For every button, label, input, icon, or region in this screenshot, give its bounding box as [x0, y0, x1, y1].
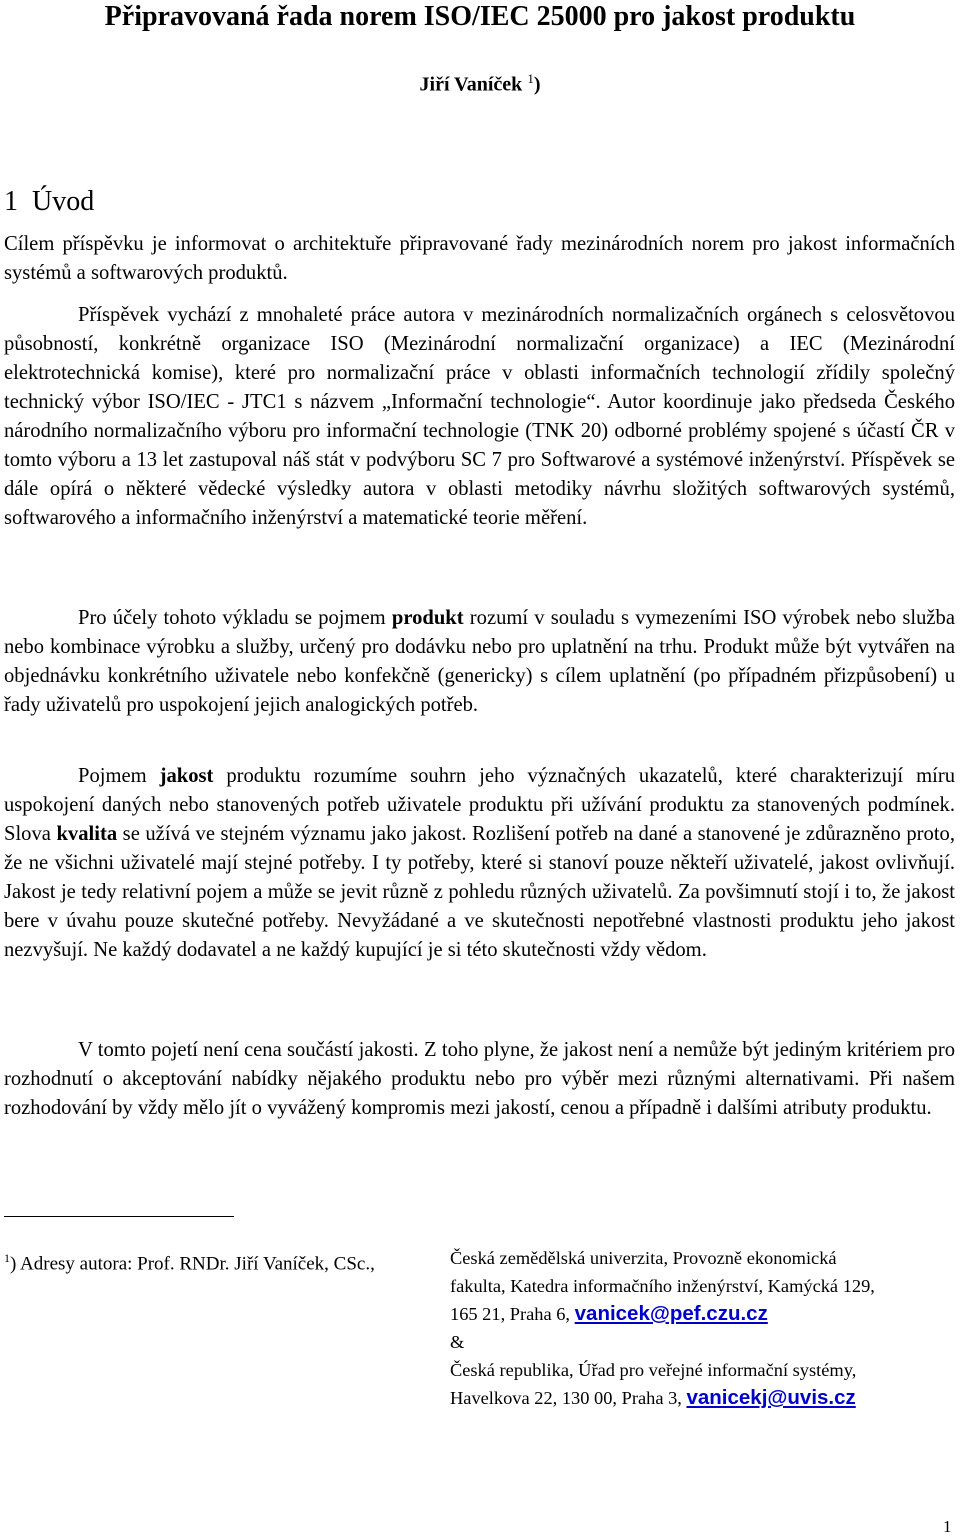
email-link-uvis[interactable]: vanicekj@uvis.cz	[686, 1386, 856, 1409]
section-number: 1	[4, 186, 18, 217]
footnote-author-address: ) Adresy autora: Prof. RNDr. Jiří Vaníček, CSc.,	[10, 1253, 375, 1275]
author-name: Jiří Vaníček	[419, 73, 523, 96]
section-title: Úvod	[32, 186, 95, 217]
paragraph-quality-post: se užívá ve stejném významu jako jakost. Rozlišení potřeb na dané a stanovené je zdůrazněno proto, že ne všichni uživatelé mají stejné potřeby. I ty potřeby, které si stanoví pouze někteří uživatelé, jakost ovlivňují. Jakost je tedy relativní pojem a může se jevit různě z pohledu různých uživatelů. Za povšimnutí stojí i to, že jakost bere v úvahu pouze skutečné potřeby. Nevyžádané a ve skutečnosti nepotřebné vlastnosti produktu jeho jakost nezvyšují. Ne každý dodavatel a ne každý kupující je si této skutečnosti vždy vědom.	[4, 823, 956, 961]
affiliation-ampersand: &	[450, 1332, 465, 1352]
term-produkt: produkt	[391, 607, 464, 629]
email-link-czu[interactable]: vanicek@pef.czu.cz	[574, 1302, 768, 1325]
paragraph-price: V tomto pojetí není cena součástí jakosti. Z toho plyne, že jakost není a nemůže být jediným kritériem pro rozhodnutí o akceptování nabídky nějakého produktu nebo pro výběr mezi různými alternativami. Při našem rozhodování by vždy mělo jít o vyvážený kompromis mezi jakostí, cenou a případně i dalšími atributy produktu.	[4, 1039, 955, 1119]
section-heading	[4, 182, 94, 222]
affiliation1-line2: fakulta, Katedra informačního inženýrství, Kamýcká 129,	[450, 1276, 875, 1296]
affiliation1-line3	[450, 1300, 956, 1328]
footnote-divider	[4, 1216, 234, 1217]
affiliation2-address: Havelkova 22, 130 00, Praha 3,	[450, 1388, 687, 1408]
paragraph-product-pre: Pro účely tohoto výkladu se pojmem	[78, 607, 392, 629]
affiliation1-address: 165 21, Praha 6,	[450, 1304, 575, 1324]
page-title: Připravovaná řada norem ISO/IEC 25000 pro jakost produktu	[104, 1, 856, 32]
affiliation2-line2	[450, 1384, 956, 1412]
paragraph-background: Příspěvek vychází z mnohaleté práce autora v mezinárodních normalizačních orgánech s celosvětovou působností, konkrétně organizace ISO (Mezinárodní normalizační organizace) a IEC (Mezinárodní elektrotechnická komise), které pro normalizační práce v oblasti informačních technologií zřídily společný technický výbor ISO/IEC - JTC1 s názvem „Informační technologie“. Autor koordinuje jako předseda Českého národního normalizačního výboru pro informační technologie (TNK 20) odborné problémy spojené s účastí ČR v tomto výboru a 13 let zastupoval náš stát v podvýboru SC 7 pro Softwarové a systémové inženýrství. Příspěvek se dále opírá o některé vědecké výsledky autora v oblasti metodiky návrhu složitých softwarových systémů, softwarového a informačního inženýrství a matematické teorie měření.	[4, 304, 955, 529]
author-line	[0, 64, 960, 100]
page-number: 1	[943, 1517, 952, 1536]
footnote-affiliations	[450, 1244, 956, 1412]
paragraph-intro: Cílem příspěvku je informovat o architektuře připravované řady mezinárodních norem pro jakost informačních systémů a softwarových produktů.	[4, 233, 955, 284]
affiliation1-line1: Česká zemědělská univerzita, Provozně ekonomická	[450, 1248, 837, 1268]
footnote-mark: 1	[4, 1251, 10, 1265]
paragraph-product-post: rozumí v souladu s vymezeními ISO výrobek nebo služba nebo kombinace výrobku a služby, určený pro dodávku nebo pro uplatnění na trhu. Produkt může být vytvářen na objednávku konkrétního uživatele nebo konfekčně (genericky) s cílem uplatnění (po případném přizpůsobení) u řady uživatelů pro uspokojení jejich analogických potřeb.	[4, 607, 955, 716]
footnote-label	[4, 1244, 375, 1278]
paragraph-quality-mid: produktu rozumíme souhrn jeho význačných ukazatelů, které charakterizují míru uspokojení daných nebo stanovených potřeb uživatele produktu při užívání produktu za stanovených podmínek. Slova	[4, 765, 955, 845]
paragraph-quality	[4, 762, 955, 965]
paragraph-product	[4, 604, 955, 720]
affiliation2-line1: Česká republika, Úřad pro veřejné informační systémy,	[450, 1360, 857, 1380]
author-footnote-paren: )	[533, 73, 541, 96]
author-footnote-mark: 1	[527, 71, 534, 86]
paragraph-quality-pre: Pojmem	[78, 765, 160, 787]
term-jakost: jakost	[159, 765, 214, 787]
term-kvalita: kvalita	[56, 823, 118, 845]
